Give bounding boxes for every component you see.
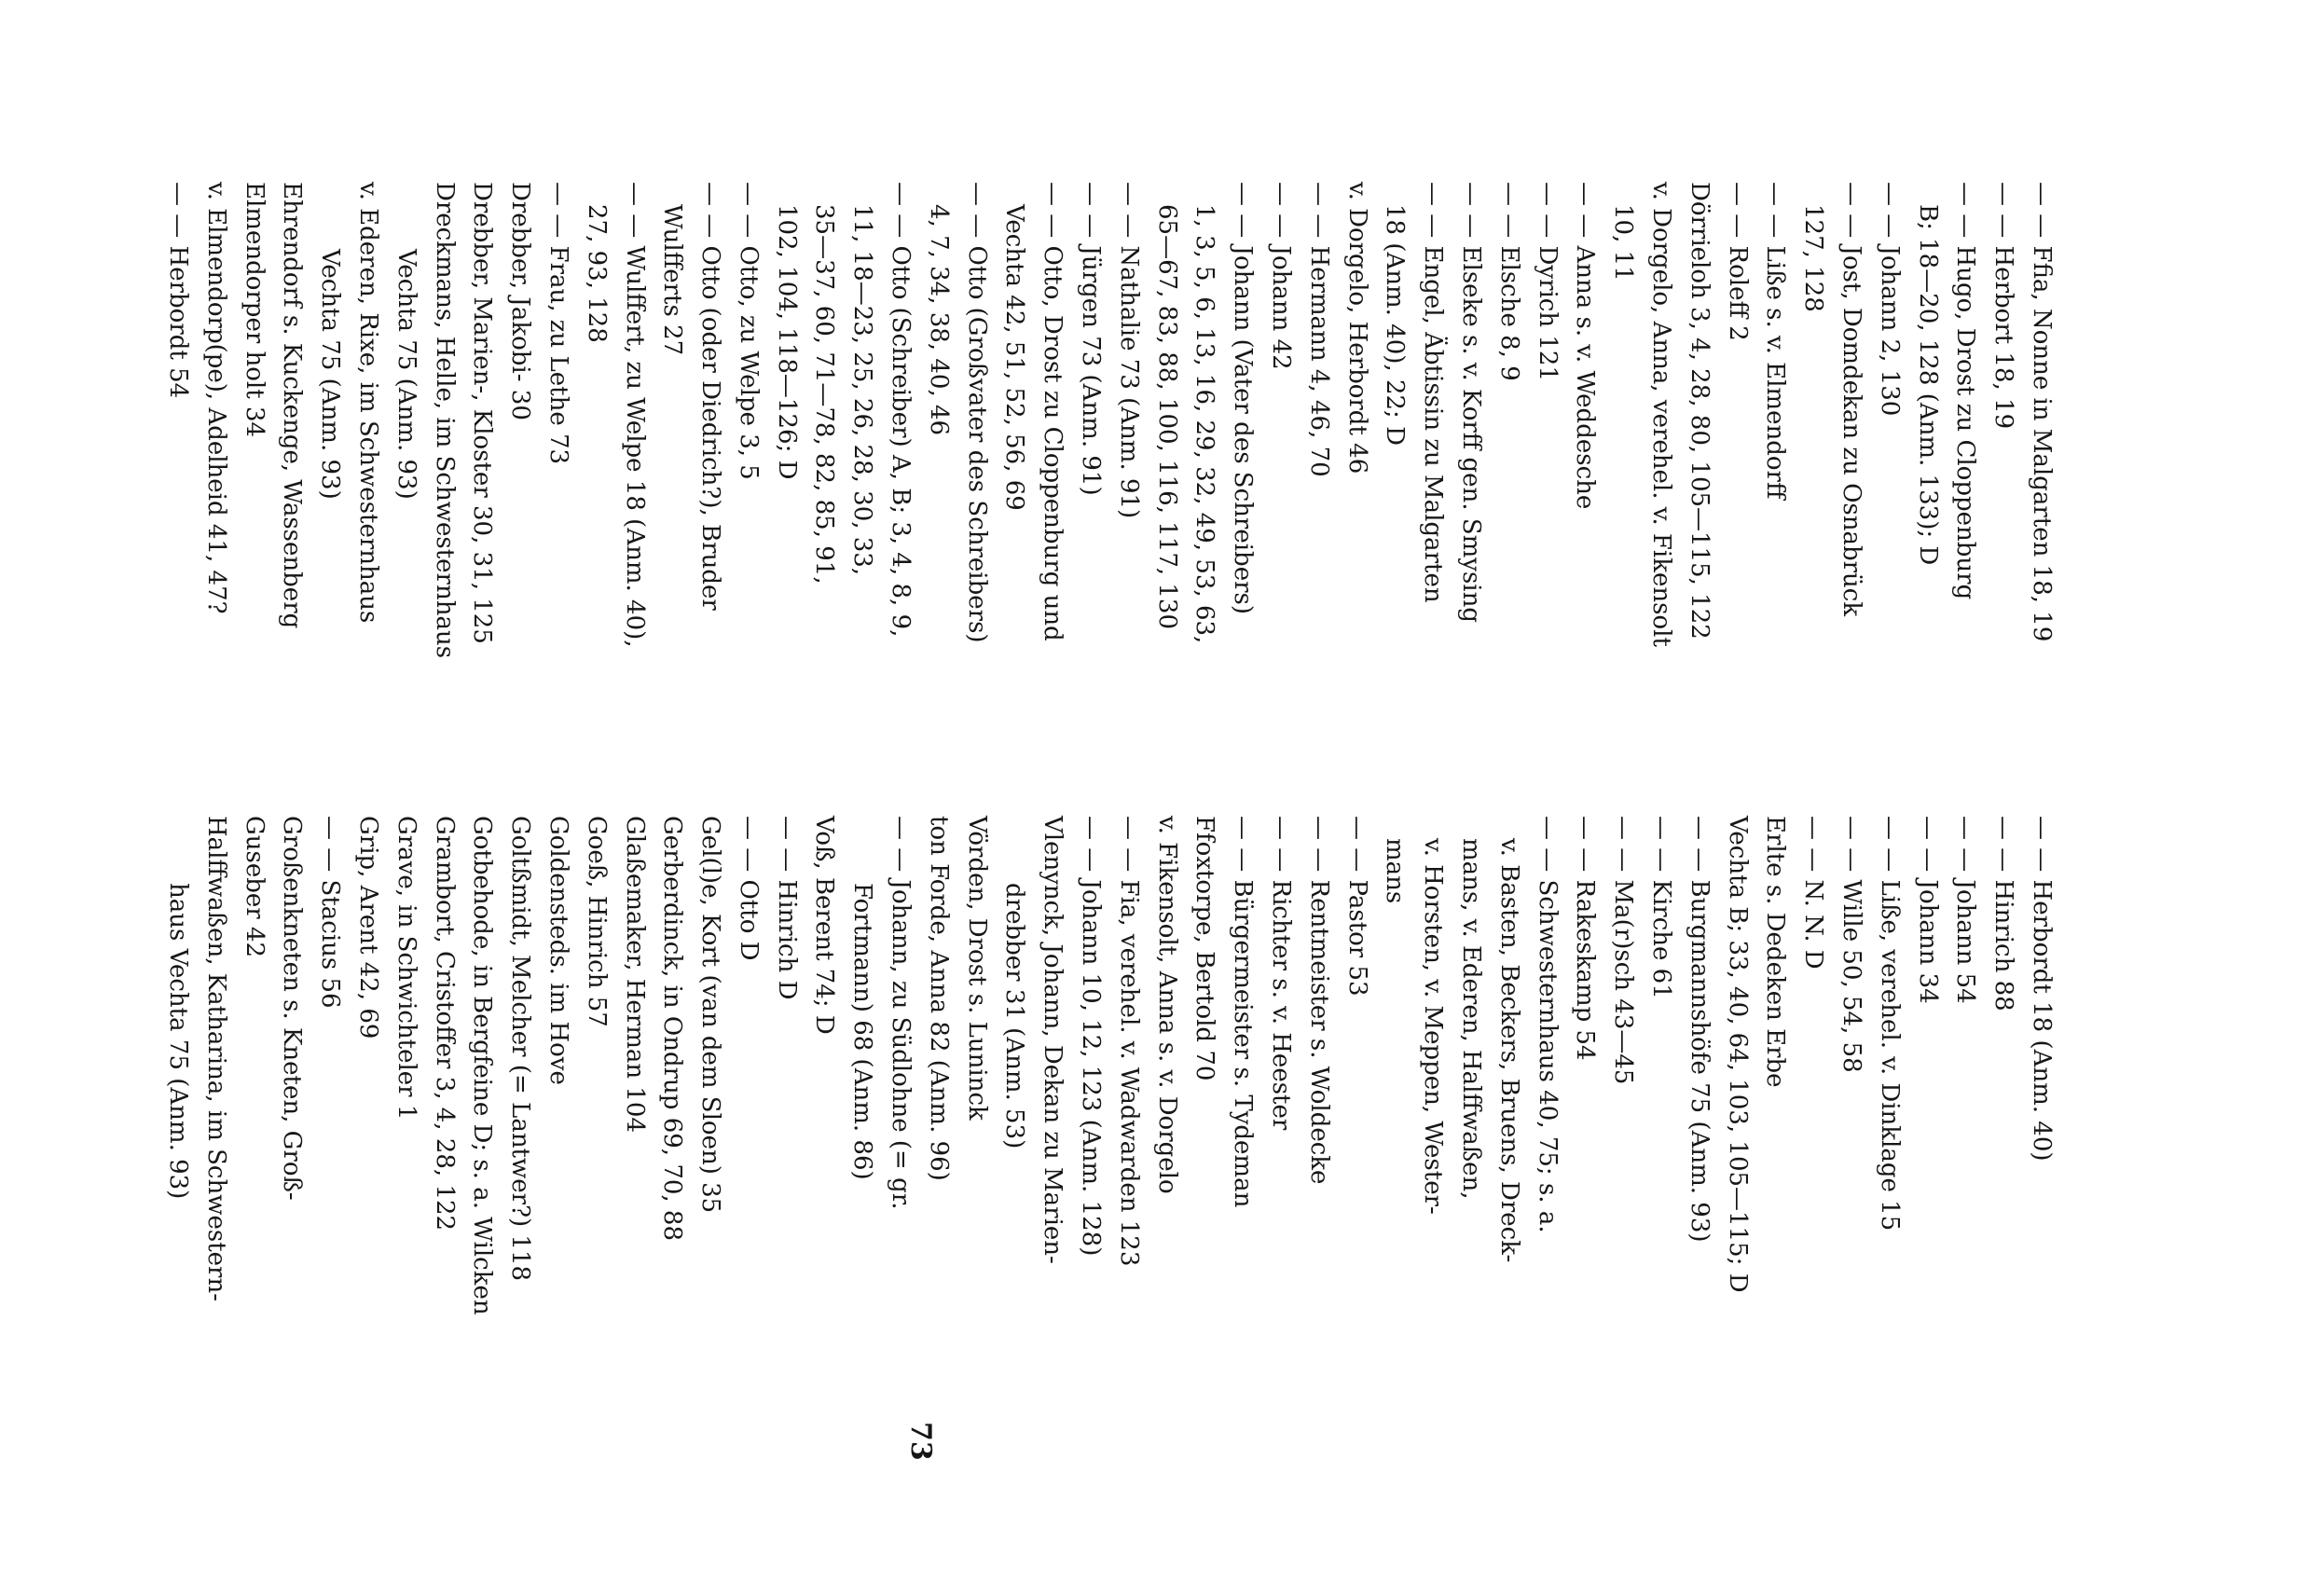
index-entry: Dreckmans, Helle, im Schwesternhaus (430, 182, 459, 659)
index-entry: v. Ederen, Rixe, im Schwesternhaus (353, 182, 382, 624)
index-entry: Vlenynck, Johann, Dekan zu Marien- (1039, 816, 1067, 1264)
index-entry: — — Hinrich D (772, 816, 801, 1000)
index-entry: — — Otto (Schreiber) A, B; 3, 4, 8, 9, (887, 182, 915, 638)
index-entry: 10, 11 (1609, 204, 1638, 282)
index-entry: — — Roleff 2 (1723, 182, 1752, 341)
index-entry: — — Otto, Drost zu Cloppenburg und (1039, 182, 1067, 641)
index-entry: — — Wille 50, 54, 58 (1837, 816, 1866, 1073)
index-entry: — — Herbordt 18 (Anm. 40) (2028, 816, 2056, 1162)
index-entry: — — Ma(r)sch 43—45 (1609, 816, 1638, 1085)
index-entry: v. Dorgelo, Anna, verehel. v. Fikensolt (1647, 182, 1676, 647)
index-entry: 18 (Anm. 40), 22; D (1381, 204, 1410, 446)
index-entry: — — N. N. D (1799, 816, 1828, 970)
index-entry: — — Otto, zu Welpe 3, 5 (734, 182, 763, 480)
index-column-right (158, 816, 2060, 1375)
index-entry: Grambort, Cristoffer 3, 4, 28, 122 (430, 816, 459, 1231)
index-entry: — — Elsche 8, 9 (1494, 182, 1523, 381)
index-entry: — — Nathalie 73 (Anm. 91) (1114, 182, 1143, 519)
index-entry: 35—37, 60, 71—78, 82, 85, 91, (810, 204, 839, 585)
index-entry: 11, 18—23, 25, 26, 28, 30, 33, (848, 204, 877, 576)
index-entry: — — Johann (Vater des Schreibers) (1229, 182, 1258, 615)
index-entry: — — Jürgen 73 (Anm. 91) (1077, 182, 1106, 496)
index-entry: — — Kirche 61 (1647, 816, 1676, 999)
index-entry: — — Stacius 56 (316, 816, 345, 1009)
index-entry: — — Wulffert, zu Welpe 18 (Anm. 40), (620, 182, 649, 648)
index-entry: — — Engel, Äbtissin zu Malgarten (1419, 182, 1448, 603)
page-number: 73 (904, 1422, 937, 1461)
index-entry: Goldensteds. im Hove (544, 816, 572, 1085)
index-entry: — — Herbort 18, 19 (1989, 182, 2018, 430)
index-entry: Gel(l)e, Kort (van dem Sloen) 35 (696, 816, 725, 1214)
index-entry: ton Forde, Anna 82 (Anm. 96) (924, 816, 953, 1181)
index-entry: — — Rakeskamp 54 (1571, 816, 1600, 1061)
index-entry: Vechta 75 (Anm. 93) (316, 249, 345, 500)
index-entry: Halffwaßen, Katharina, im Schwestern- (201, 816, 230, 1302)
index-entry: Dörrieloh 3, 4, 28, 80, 105—115, 122 (1685, 182, 1713, 640)
index-entry: Vechta 75 (Anm. 93) (392, 249, 420, 500)
index-entry: — — Fia, verehel. v. Wadwarden 123 (1114, 816, 1143, 1267)
index-entry: — — Johann 54 (1951, 816, 1980, 1004)
index-entry: — — Liße s. v. Elmendorff (1761, 182, 1790, 500)
index-entry: — — Jost, Domdekan zu Osnabrück (1837, 182, 1866, 617)
index-entry: — — Bürgermeister s. Tydeman (1229, 816, 1258, 1208)
index-entry: Goeß, Hinrich 57 (582, 816, 611, 1027)
index-entry: — — Hugo, Drost zu Cloppenburg (1951, 182, 1980, 600)
index-entry: — — Hermann 4, 46, 70 (1304, 182, 1333, 477)
index-entry: — — Johann 2, 130 (1875, 182, 1904, 417)
index-entry: Grave, in Schwichteler 1 (392, 816, 420, 1121)
index-entry: 27, 93, 128 (582, 204, 611, 343)
index-entry: — — Rentmeister s. Woldecke (1304, 816, 1333, 1185)
index-entry: Gerberdinck, in Ondrup 69, 70, 88 (658, 816, 687, 1242)
index-entry: Wulfferts 27 (658, 204, 687, 356)
index-entry: Ehrendorf s. Kuckenge, Wassenberg (278, 182, 307, 629)
index-entry: 102, 104, 118—126; D (772, 204, 801, 480)
index-entry: Voß, Berent 74; D (810, 816, 839, 1035)
index-entry: Vechta B; 33, 40, 64, 103, 105—115; D (1723, 816, 1752, 1293)
index-entry: Vechta 42, 51, 52, 56, 69 (1000, 204, 1029, 511)
index-entry: Drebber, Jakobi- 30 (506, 182, 535, 420)
index-entry: — — Hinrich 88 (1989, 816, 2018, 1011)
index-entry: — — Johann, zu Südlohne (= gr. (887, 816, 915, 1210)
index-entry: v. Dorgelo, Herbordt 46 (1342, 182, 1371, 475)
index-entry: 127, 128 (1799, 204, 1828, 312)
index-entry: B; 18—20, 128 (Anm. 133); D (1913, 204, 1942, 566)
index-entry: 4, 7, 34, 38, 40, 46 (924, 204, 953, 436)
index-entry: Vörden, Drost s. Luninck (962, 816, 991, 1121)
index-entry: Gotbehode, in Bergfeine D; s. a. Wilcken (468, 816, 497, 1315)
index-entry: drebber 31 (Anm. 53) (1000, 883, 1029, 1149)
index-entry: Grip, Arent 42, 69 (353, 816, 382, 1039)
index-entry: — — Burgmannshöfe 75 (Anm. 93) (1685, 816, 1713, 1243)
index-entry: v. Horsten, v. Meppen, Wester- (1419, 838, 1448, 1215)
index-entry: 65—67, 83, 88, 100, 116, 117, 130 (1152, 204, 1181, 630)
index-entry: — — Ffia, Nonne in Malgarten 18, 19 (2028, 182, 2056, 642)
index-entry: Großenkneten s. Kneten, Groß- (278, 816, 307, 1201)
index-entry: Fortmann) 68 (Anm. 86) (848, 883, 877, 1180)
index-entry: 1, 3, 5, 6, 13, 16, 29, 32, 49, 53, 63, (1190, 204, 1219, 644)
index-entry: — — Richter s. v. Heester (1267, 816, 1296, 1131)
index-entry: v. Basten, Beckers, Bruens, Dreck- (1494, 838, 1523, 1263)
index-entry: Goltßmidt, Melcher (= Lantwer?) 118 (506, 816, 535, 1282)
index-entry: — — Johann 34 (1913, 816, 1942, 1004)
index-column-left (158, 182, 2060, 741)
index-entry: — — Johann 42 (1267, 182, 1296, 370)
index-entry: v. Elmendorp(pe), Adelheid 41, 47? (201, 182, 230, 614)
index-entry: — — Johann 10, 12, 123 (Anm. 128) (1077, 816, 1106, 1257)
index-entry: mans, v. Ederen, Halffwaßen, (1457, 838, 1486, 1200)
index-entry: — — Pastor 53 (1342, 816, 1371, 997)
index-entry: — — Otto (oder Diedrich?), Bruder (696, 182, 725, 611)
index-entry: Drebber, Marien-, Kloster 30, 31, 125 (468, 182, 497, 644)
index-entry: Erlte s. Dedeken Erbe (1761, 816, 1790, 1088)
index-entry: — — Herbordt 54 (163, 182, 192, 399)
index-entry: — — Schwesternhaus 40, 75; s. a. (1533, 816, 1562, 1233)
index-entry: — — Liße, verehel. v. Dinklage 15 (1875, 816, 1904, 1231)
index-entry: Ffoxtorpe, Bertold 70 (1190, 816, 1219, 1081)
index-entry: mans (1381, 838, 1410, 904)
index-entry: Glaßemaker, Herman 104 (620, 816, 649, 1134)
index-entry: — — Elseke s. v. Korff gen. Smysing (1457, 182, 1486, 624)
index-entry: — — Dyrich 121 (1533, 182, 1562, 382)
index-entry: — — Otto D (734, 816, 763, 961)
index-entry: Guseber 42 (240, 816, 268, 958)
index-entry: — — Anna s. v. Weddesche (1571, 182, 1600, 510)
index-entry: haus Vechta 75 (Anm. 93) (163, 883, 192, 1200)
index-entry: v. Fikensolt, Anna s. v. Dorgelo (1152, 816, 1181, 1194)
index-entry: — — Frau, zu Lethe 73 (544, 182, 572, 465)
index-entry: — — Otto (Großvater des Schreibers) (962, 182, 991, 643)
index-entry: Elmendorper holt 34 (240, 182, 268, 438)
